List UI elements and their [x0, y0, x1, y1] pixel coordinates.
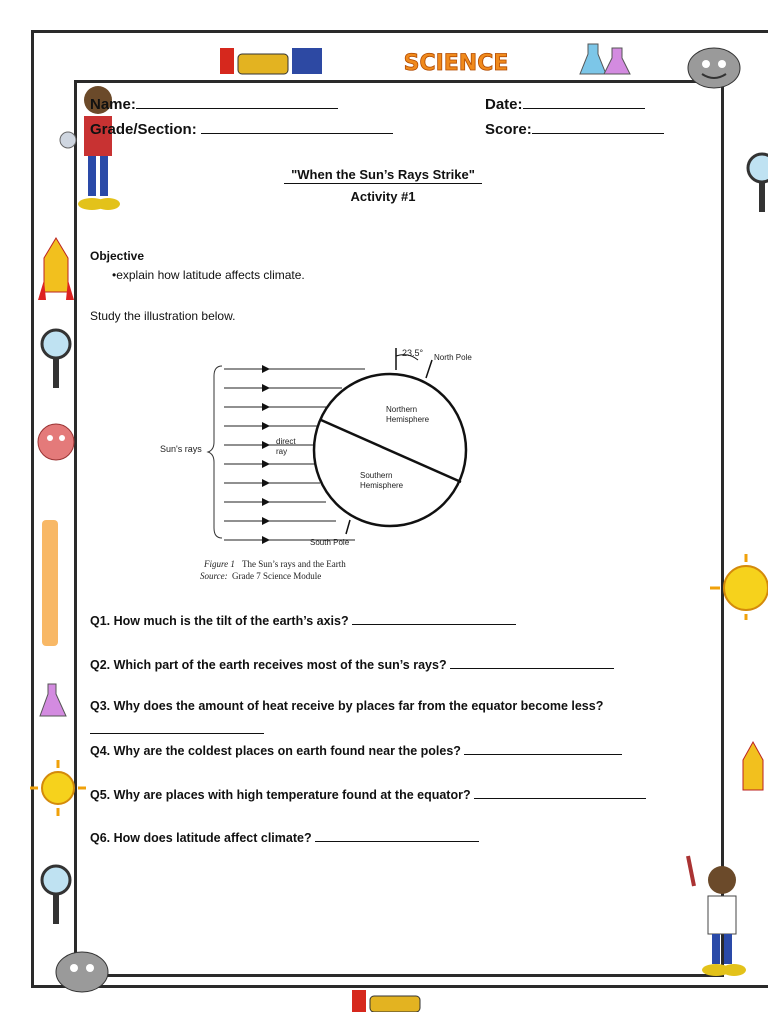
flask-clipart-left [36, 680, 76, 720]
northern-hemisphere-label-1: Northern [386, 405, 418, 414]
science-vertical-text [38, 518, 62, 648]
objective-text: explain how latitude affects climate. [116, 268, 305, 282]
tilted-axis-line [426, 360, 432, 378]
magnifier-icon-right [744, 150, 768, 216]
northern-hemisphere-label-2: Hemisphere [386, 415, 430, 424]
direct-ray-label-2: ray [276, 447, 288, 456]
answer-blank-3[interactable] [90, 721, 264, 734]
figure-source-text: Grade 7 Science Module [232, 571, 322, 581]
answer-blank-1[interactable] [352, 612, 516, 625]
date-label: Date: [485, 96, 523, 113]
bullet-icon: • [112, 268, 117, 282]
suns-rays-label: Sun's rays [160, 444, 202, 454]
question-3-text: Q3. Why does the amount of heat receive by places far from the equator become less? [90, 699, 604, 713]
score-field[interactable] [485, 121, 664, 138]
question-4-text: Q4. Why are the coldest places on earth found near the poles? [90, 744, 461, 758]
critter-clipart-left [34, 420, 78, 464]
flask-clipart [578, 40, 638, 80]
question-5-text: Q5. Why are places with high temperature found at the equator? [90, 788, 471, 802]
objective-item [112, 268, 305, 282]
question-5 [90, 786, 646, 802]
figure-caption-text: The Sun’s rays and the Earth [242, 559, 346, 569]
name-label: Name: [90, 96, 136, 113]
science-banner [388, 48, 524, 76]
question-3 [90, 699, 603, 713]
activity-number: Activity #1 [350, 189, 416, 204]
magnifier-icon-left-bottom [38, 862, 74, 928]
direct-ray-label-1: direct [276, 437, 296, 446]
tilt-angle-label: 23.5° [402, 348, 424, 358]
south-pole-label: South Pole [310, 538, 350, 547]
southern-hemisphere-label-2: Hemisphere [360, 481, 404, 490]
figure-caption-label: Figure 1 [204, 559, 235, 569]
question-2-text: Q2. Which part of the earth receives most of the sun’s rays? [90, 658, 447, 672]
rock-character-clipart-bottom [52, 946, 112, 996]
north-pole-label: North Pole [434, 353, 472, 362]
name-field[interactable] [90, 96, 338, 113]
answer-blank-3-line[interactable] [90, 721, 264, 737]
answer-blank-6[interactable] [315, 829, 479, 842]
answer-blank-4[interactable] [464, 742, 622, 755]
sun-clipart-right [708, 552, 768, 622]
question-6-text: Q6. How does latitude affect climate? [90, 831, 312, 845]
date-field[interactable] [485, 96, 645, 113]
worksheet-title: "When the Sun’s Rays Strike" [284, 167, 482, 184]
magnet-clipart [218, 42, 328, 78]
rocket-clipart-left [36, 236, 76, 306]
magnifier-icon [38, 326, 74, 392]
figure-source-label: Source: [200, 571, 228, 581]
question-1 [90, 612, 516, 628]
southern-hemisphere-label-1: Southern [360, 471, 393, 480]
answer-blank-2[interactable] [450, 656, 614, 669]
instruction-text: Study the illustration below. [90, 309, 236, 323]
rays-brace [208, 366, 222, 538]
question-2 [90, 656, 614, 672]
scientist-clipart-bottom [676, 846, 768, 982]
ray-arrowheads [262, 365, 270, 544]
rock-character-clipart [684, 42, 744, 92]
magnet-clipart-bottom [350, 982, 460, 1012]
score-label: Score: [485, 121, 532, 138]
answer-blank-5[interactable] [474, 786, 646, 799]
grade-section-label: Grade/Section: [90, 121, 197, 138]
question-6 [90, 829, 479, 845]
rocket-clipart-right [738, 740, 768, 800]
scientist-clipart-top [48, 60, 128, 220]
sun-clipart-left [28, 758, 88, 818]
science-banner-text: SCIENCE [403, 51, 509, 76]
question-4 [90, 742, 622, 758]
grade-section-field[interactable] [90, 121, 393, 138]
south-axis-line [346, 520, 350, 534]
question-1-text: Q1. How much is the tilt of the earth’s axis? [90, 614, 349, 628]
objective-heading: Objective [90, 249, 145, 263]
sun-rays-earth-figure [150, 340, 490, 585]
